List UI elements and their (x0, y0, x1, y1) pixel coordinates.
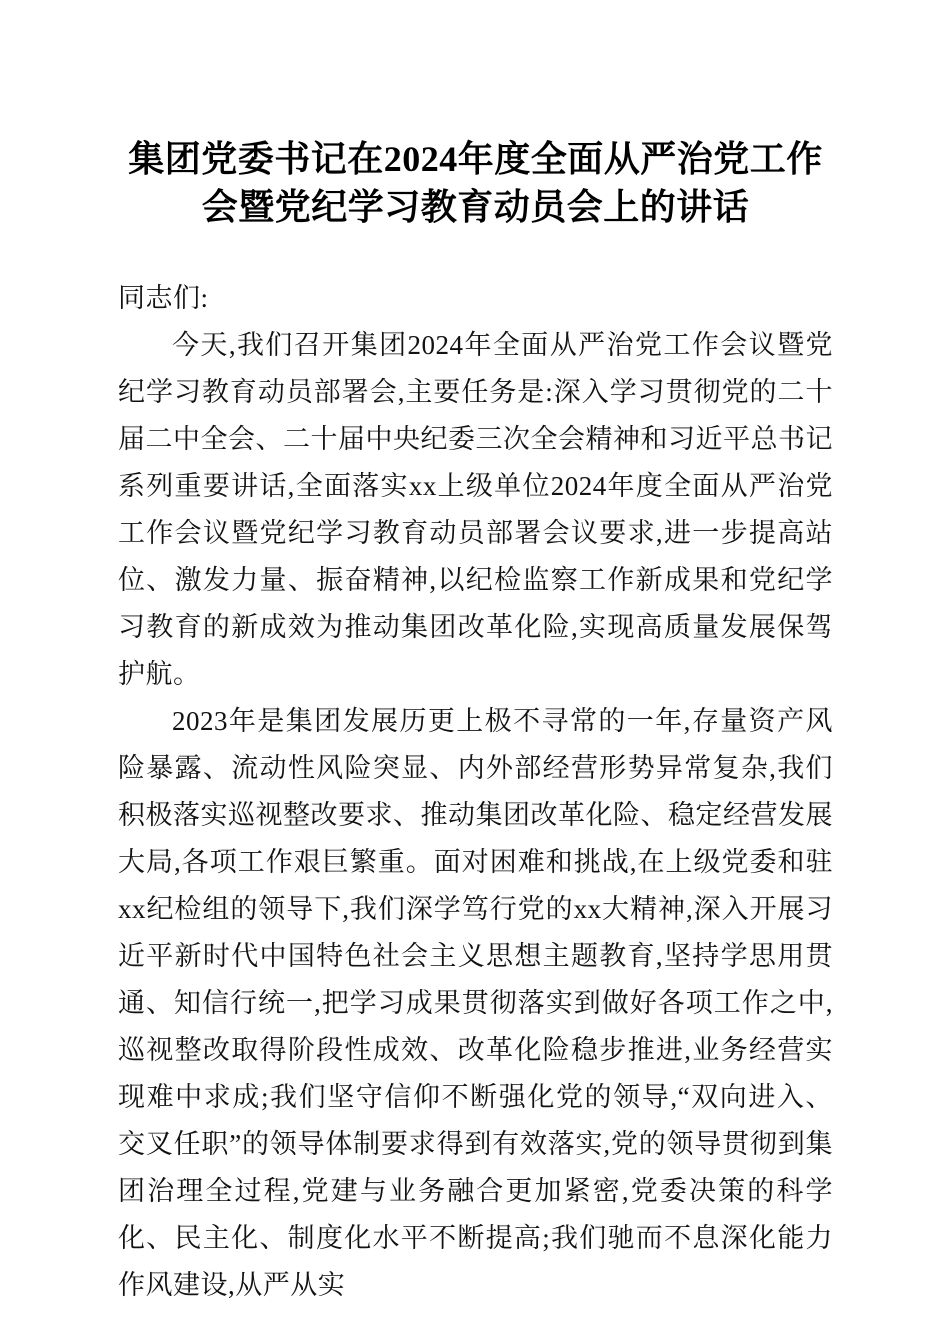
document-title: 集团党委书记在2024年度全面从严治党工作会暨党纪学习教育动员会上的讲话 (128, 139, 823, 227)
paragraph: 2023年是集团发展历更上极不寻常的一年,存量资产风险暴露、流动性风险突显、内外部经营形势异常复杂,我们积极落实巡视整改要求、推动集团改革化险、稳定经营发展大局,各项工作艰巨繁重。面对困难和挑战,在上级党委和驻xx纪检组的领导下,我们深学笃行党的xx大精神,深入开展习近平新时代中国特色社会主义思想主题教育,坚持学思用贯通、知信行统一,把学习成果贯彻落实到做好各项工作之中,巡视整改取得阶段性成效、改革化险稳步推进,业务经营实现难中求成;我们坚守信仰不断强化党的领导,“双向进入、交叉任职”的领导体制要求得到有效落实,党的领导贯彻到集团治理全过程,党建与业务融合更加紧密,党委决策的科学化、民主化、制度化水平不断提高;我们驰而不息深化能力作风建设,从严从实 (118, 706, 833, 1300)
paragraph: 今天,我们召开集团2024年全面从严治党工作会议暨党纪学习教育动员部署会,主要任务是:深入学习贯彻党的二十届二中全会、二十届中央纪委三次全会精神和习近平总书记系列重要讲话,全面落实xx上级单位2024年度全面从严治党工作会议暨党纪学习教育动员部署会议要求,进一步提高站位、激发力量、振奋精神,以纪检监察工作新成果和党纪学习教育的新成效为推动集团改革化险,实现高质量发展保驾护航。 (118, 330, 833, 689)
document-body (118, 275, 833, 1309)
paragraph: 同志们: (118, 283, 209, 313)
